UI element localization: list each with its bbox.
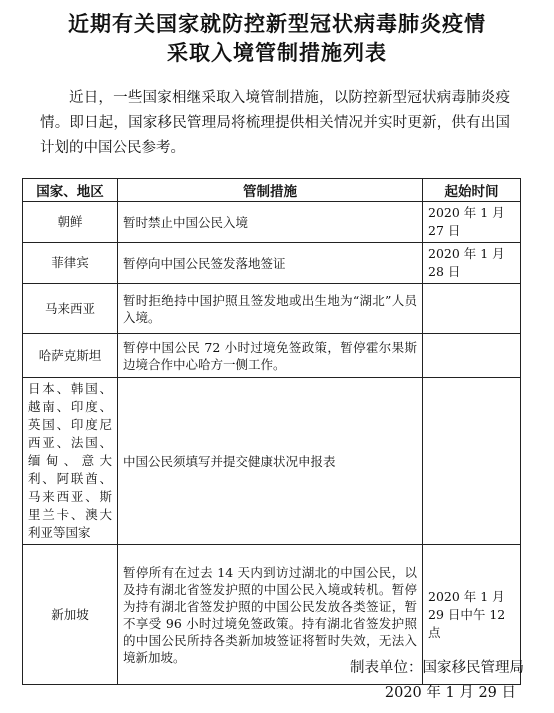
- row-measure: 暂时拒绝持中国护照且签发地或出生地为“湖北”人员入境。: [118, 284, 423, 334]
- table-row: [23, 284, 521, 334]
- header-start-date: 起始时间: [423, 179, 521, 202]
- row-date: [423, 284, 521, 334]
- row-measure: 暂停向中国公民签发落地签证: [118, 243, 423, 284]
- row-date: 2020 年 1 月 27 日: [423, 202, 521, 243]
- row-measure: 暂停所有在过去 14 天内到访过湖北的中国公民，以及持有湖北省签发护照的中国公民入境或转机。暂停为持有湖北省签发护照的中国公民发放各类签证，暂不享受 96 小时过境免签政策。持有湖北省签发护照的中国公民所持各类新加坡签证将暂时失效，无法入境新加坡。: [118, 545, 423, 685]
- title-line-1: 近期有关国家就防控新型冠状病毒肺炎疫情: [68, 12, 486, 36]
- footer-date: 2020 年 1 月 29 日: [384, 685, 516, 701]
- row-date: [423, 334, 521, 378]
- row-measure: 中国公民须填写并提交健康状况申报表: [118, 378, 423, 545]
- footer-issuing-unit: 制表单位：国家移民管理局: [350, 660, 524, 676]
- row-measure: 暂时禁止中国公民入境: [118, 202, 423, 243]
- row-country: 日本、韩国、越南、印度、英国、印度尼西亚、法国、缅甸、意大利、阿联酋、马来西亚、斯里兰卡、澳大利亚等国家: [23, 378, 118, 545]
- table-row: [23, 243, 521, 284]
- row-country: 菲律宾: [23, 243, 118, 284]
- table-row: [23, 202, 521, 243]
- row-date: 2020 年 1 月 29 日中午 12 点: [423, 545, 521, 685]
- table-row: [23, 334, 521, 378]
- header-country: 国家、地区: [23, 179, 118, 202]
- row-date: [423, 378, 521, 545]
- intro-paragraph: 近日，一些国家相继采取入境管制措施，以防控新型冠状病毒肺炎疫情。即日起，国家移民管理局将梳理提供相关情况并实时更新，供有出国计划的中国公民参考。: [40, 90, 510, 156]
- row-country: 新加坡: [23, 545, 118, 685]
- row-country: 马来西亚: [23, 284, 118, 334]
- row-country: 哈萨克斯坦: [23, 334, 118, 378]
- row-country: 朝鲜: [23, 202, 118, 243]
- row-measure: 暂停中国公民 72 小时过境免签政策，暂停霍尔果斯边境合作中心哈方一侧工作。: [118, 334, 423, 378]
- entry-control-table: [22, 178, 521, 685]
- header-measure: 管制措施: [118, 179, 423, 202]
- table-header-row: [23, 179, 521, 202]
- document-title: [0, 10, 554, 68]
- row-date: 2020 年 1 月 28 日: [423, 243, 521, 284]
- table-row: [23, 378, 521, 545]
- title-line-2: 采取入境管制措施列表: [167, 41, 387, 65]
